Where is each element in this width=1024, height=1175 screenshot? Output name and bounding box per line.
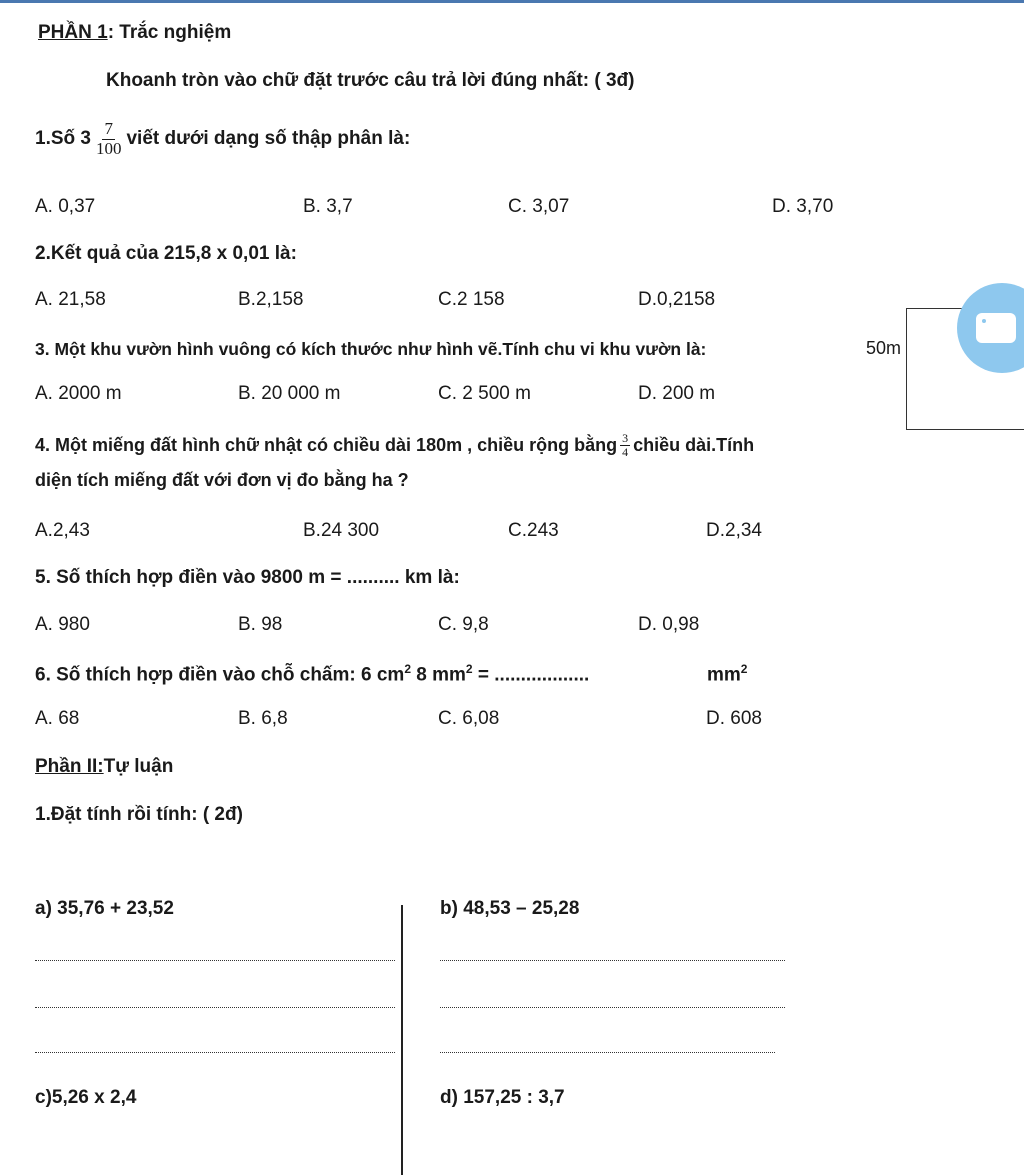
answer-line-b3[interactable] [440,1052,775,1053]
q4-option-b[interactable]: B.24 300 [303,520,380,541]
q4-frac-num: 3 [622,431,629,445]
q4-text-line1 [35,432,754,459]
answer-line-b1[interactable] [440,960,785,961]
q2-option-a[interactable]: A. 21,58 [35,289,106,310]
exercise-c: c)5,26 x 2,4 [35,1087,137,1108]
answer-line-b2[interactable] [440,1007,785,1008]
q6-sup1: 2 [404,662,411,676]
q5-option-a[interactable]: A. 980 [35,614,90,635]
camera-icon [976,313,1016,343]
q1-fraction [94,120,124,158]
q5-option-d[interactable]: D. 0,98 [638,614,700,635]
top-rule [0,0,1024,3]
q1-frac-num: 7 [104,119,113,138]
q5-text: 5. Số thích hợp điền vào 9800 m = .......... km là: [35,567,460,588]
q1-option-b[interactable]: B. 3,7 [303,196,353,217]
q1-prefix: 1.Số 3 [35,128,91,150]
q2-option-c[interactable]: C.2 158 [438,289,505,310]
q3-option-d[interactable]: D. 200 m [638,383,716,404]
part2-heading [35,756,173,778]
q4-fraction [620,432,630,459]
answer-line-a1[interactable] [35,960,395,961]
q6-text-b: 8 mm [411,664,466,686]
q3-text: 3. Một khu vườn hình vuông có kích thước như hình vẽ.Tính chu vi khu vườn là: [35,339,707,359]
q6-unit-text: mm [707,664,741,686]
q1-option-a[interactable]: A. 0,37 [35,196,96,217]
q4-frac-den: 4 [622,445,629,460]
part1-heading-label: PHẦN 1 [38,22,108,43]
part2-heading-label: Phần II: [35,756,104,777]
q2-text: 2.Kết quả của 215,8 x 0,01 là: [35,243,297,264]
q5-option-b[interactable]: B. 98 [238,614,283,635]
q4-prefix: 4. Một miếng đất hình chữ nhật có chiều dài 180m , chiều rộng bằng [35,435,618,456]
column-divider [401,905,403,1175]
q1-option-d[interactable]: D. 3,70 [772,196,834,217]
q2-option-d[interactable]: D.0,2158 [638,289,716,310]
camera-icon-dot [982,319,986,323]
part1-heading [38,22,231,44]
exercise-b: b) 48,53 – 25,28 [440,898,580,919]
q4-option-c[interactable]: C.243 [508,520,559,541]
part2-heading-rest: Tự luận [103,756,174,777]
q6-sup3: 2 [740,662,748,676]
answer-line-a2[interactable] [35,1007,395,1008]
part2-task1: 1.Đặt tính rồi tính: ( 2đ) [35,804,243,825]
answer-line-a3[interactable] [35,1052,395,1053]
q6-text [35,662,589,686]
q6-option-c[interactable]: C. 6,08 [438,708,500,729]
q4-option-d[interactable]: D.2,34 [706,520,762,541]
q6-option-d[interactable]: D. 608 [706,708,762,729]
q6-unit [707,662,747,686]
q2-option-b[interactable]: B.2,158 [238,289,304,310]
q3-figure-label: 50m [866,338,902,358]
q5-option-c[interactable]: C. 9,8 [438,614,489,635]
part1-instruction: Khoanh tròn vào chữ đặt trước câu trả lời đúng nhất: ( 3đ) [106,70,635,91]
q1-text [35,120,410,158]
q4-text-line2: diện tích miếng đất với đơn vị đo bằng ha ? [35,470,409,490]
q3-option-a[interactable]: A. 2000 m [35,383,122,404]
exercise-d: d) 157,25 : 3,7 [440,1087,565,1108]
q6-text-c: = .................. [472,664,590,686]
q1-option-c[interactable]: C. 3,07 [508,196,570,217]
q1-suffix: viết dưới dạng số thập phân là: [126,128,411,150]
q4-suffix: chiều dài.Tính [633,435,755,456]
q3-option-b[interactable]: B. 20 000 m [238,383,341,404]
q6-text-a: 6. Số thích hợp điền vào chỗ chấm: 6 cm [35,664,405,686]
q3-option-c[interactable]: C. 2 500 m [438,383,531,404]
q6-sup2: 2 [465,662,473,676]
q6-option-a[interactable]: A. 68 [35,708,80,729]
q4-option-a[interactable]: A.2,43 [35,520,90,541]
q6-option-b[interactable]: B. 6,8 [238,708,288,729]
q1-frac-den: 100 [95,138,122,158]
part1-heading-rest: : Trắc nghiệm [107,22,232,43]
exercise-a: a) 35,76 + 23,52 [35,898,174,919]
